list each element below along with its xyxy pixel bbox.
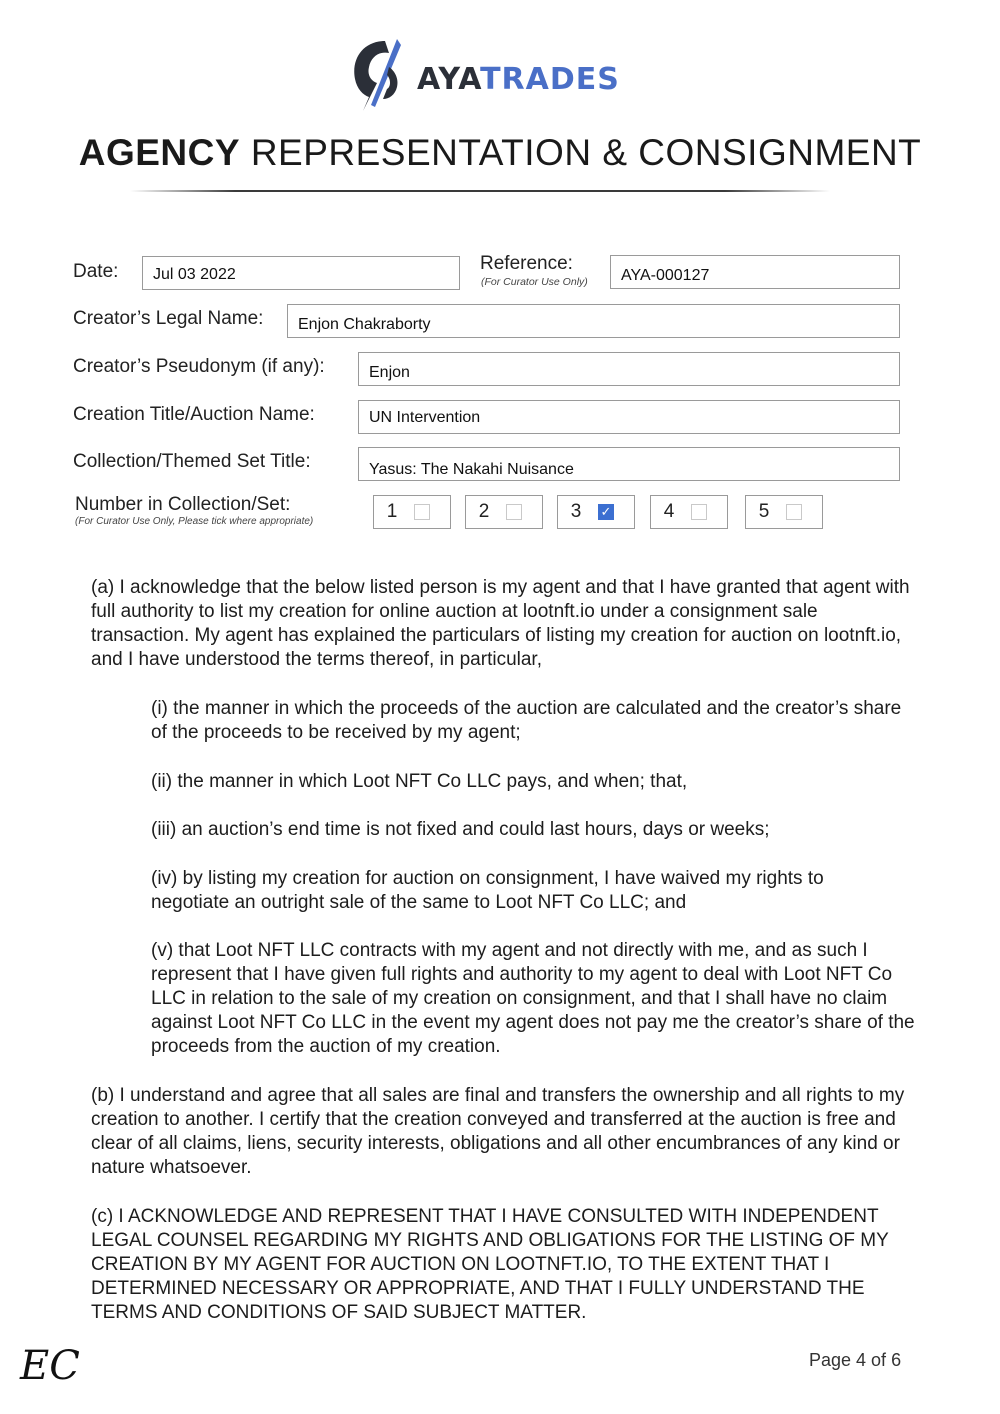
brand-logo <box>345 38 620 118</box>
set-number-label: 3 <box>570 501 582 522</box>
brand-name-part2: TRADES <box>480 61 620 97</box>
aya-logo-icon <box>345 37 409 120</box>
creation-title-field[interactable]: UN Intervention <box>358 400 900 434</box>
set-number-checkbox[interactable] <box>414 504 430 520</box>
set-number-checkbox[interactable] <box>598 504 614 520</box>
reference-note: (For Curator Use Only) <box>481 276 588 288</box>
set-number-4[interactable] <box>650 495 728 529</box>
collection-label: Collection/Themed Set Title: <box>73 451 311 472</box>
collection-field[interactable]: Yasus: The Nakahi Nuisance <box>358 447 900 481</box>
document-title <box>0 132 1000 174</box>
set-number-checkbox[interactable] <box>786 504 802 520</box>
clause-a-iii: (iii) an auction’s end time is not fixed and could last hours, days or weeks; <box>151 819 770 840</box>
page-number: Page 4 of 6 <box>809 1350 902 1370</box>
clause-b: (b) I understand and agree that all sales are final and transfers the ownership and all rights to my creation to another. I certify that the creation conveyed and transferred at the auction is free and clear of all claims, liens, security interests, obligations and all other encumbrances of any kind or nature whatsoever. <box>91 1085 905 1178</box>
clause-a-iv: (iv) by listing my creation for auction on consignment, I have waived my rights to negotiate an outright sale of the same to Loot NFT Co LLC; and <box>151 868 824 913</box>
set-number-3[interactable] <box>557 495 635 529</box>
clause-a: (a) I acknowledge that the below listed person is my agent and that I have granted that agent with full authority to list my creation for online auction at lootnft.io under a consignment sale transaction. My agent has explained the particulars of listing my creation for auction on lootnft.io, and I have understood the terms thereof, in particular, <box>91 577 910 670</box>
title-divider <box>130 190 830 192</box>
title-bold: AGENCY <box>78 132 241 173</box>
pseudonym-field[interactable]: Enjon <box>358 352 900 386</box>
brand-name-part1: AYA <box>417 61 481 97</box>
set-number-checkbox[interactable] <box>691 504 707 520</box>
number-note: (For Curator Use Only, Please tick where appropriate) <box>75 516 314 527</box>
clause-c: (c) I ACKNOWLEDGE AND REPRESENT THAT I HAVE CONSULTED WITH INDEPENDENT LEGAL COUNSEL REGARDING MY RIGHTS AND OBLIGATIONS FOR THE LISTING OF MY CREATION BY MY AGENT FOR AUCTION ON LOOTNFT.IO, TO THE EXTENT THAT I DETERMINED NECESSARY OR APPROPRIATE, AND THAT I FULLY UNDERSTAND THE TERMS AND CONDITIONS OF SAID SUBJECT MATTER. <box>91 1206 889 1323</box>
set-number-checkbox[interactable] <box>506 504 522 520</box>
reference-field[interactable]: AYA-000127 <box>610 255 900 289</box>
signature-initials: EC <box>20 1343 80 1389</box>
set-number-label: 5 <box>758 501 770 522</box>
set-number-label: 2 <box>478 501 490 522</box>
clause-a-ii: (ii) the manner in which Loot NFT Co LLC pays, and when; that, <box>151 771 688 792</box>
creation-title-label: Creation Title/Auction Name: <box>73 404 315 425</box>
set-number-5[interactable] <box>745 495 823 529</box>
legal-name-field[interactable]: Enjon Chakraborty <box>287 304 900 338</box>
reference-label: Reference: <box>480 253 573 274</box>
set-number-label: 4 <box>663 501 675 522</box>
set-number-1[interactable] <box>373 495 451 529</box>
date-field[interactable]: Jul 03 2022 <box>142 256 460 290</box>
brand-name <box>417 62 620 97</box>
number-label: Number in Collection/Set: <box>75 494 291 515</box>
checkmark-icon: ✓ <box>600 504 612 519</box>
clause-a-v: (v) that Loot NFT LLC contracts with my agent and not directly with me, and as such I represent that I have given full rights and authority to my agent to deal with Loot NFT Co LLC in relation to the sale of my creation on consignment, and that I shall have no claim against Loot NFT Co LLC in the event my agent does not pay me the creator’s share of the proceeds from the auction of my creation. <box>151 940 915 1057</box>
set-number-2[interactable] <box>465 495 543 529</box>
clause-a-i: (i) the manner in which the proceeds of the auction are calculated and the creator’s share of the proceeds to be received by my agent; <box>151 698 902 743</box>
title-rest: REPRESENTATION & CONSIGNMENT <box>250 132 922 173</box>
legal-name-label: Creator’s Legal Name: <box>73 308 264 329</box>
date-label: Date: <box>73 261 119 282</box>
pseudonym-label: Creator’s Pseudonym (if any): <box>73 356 325 377</box>
set-number-label: 1 <box>386 501 398 522</box>
